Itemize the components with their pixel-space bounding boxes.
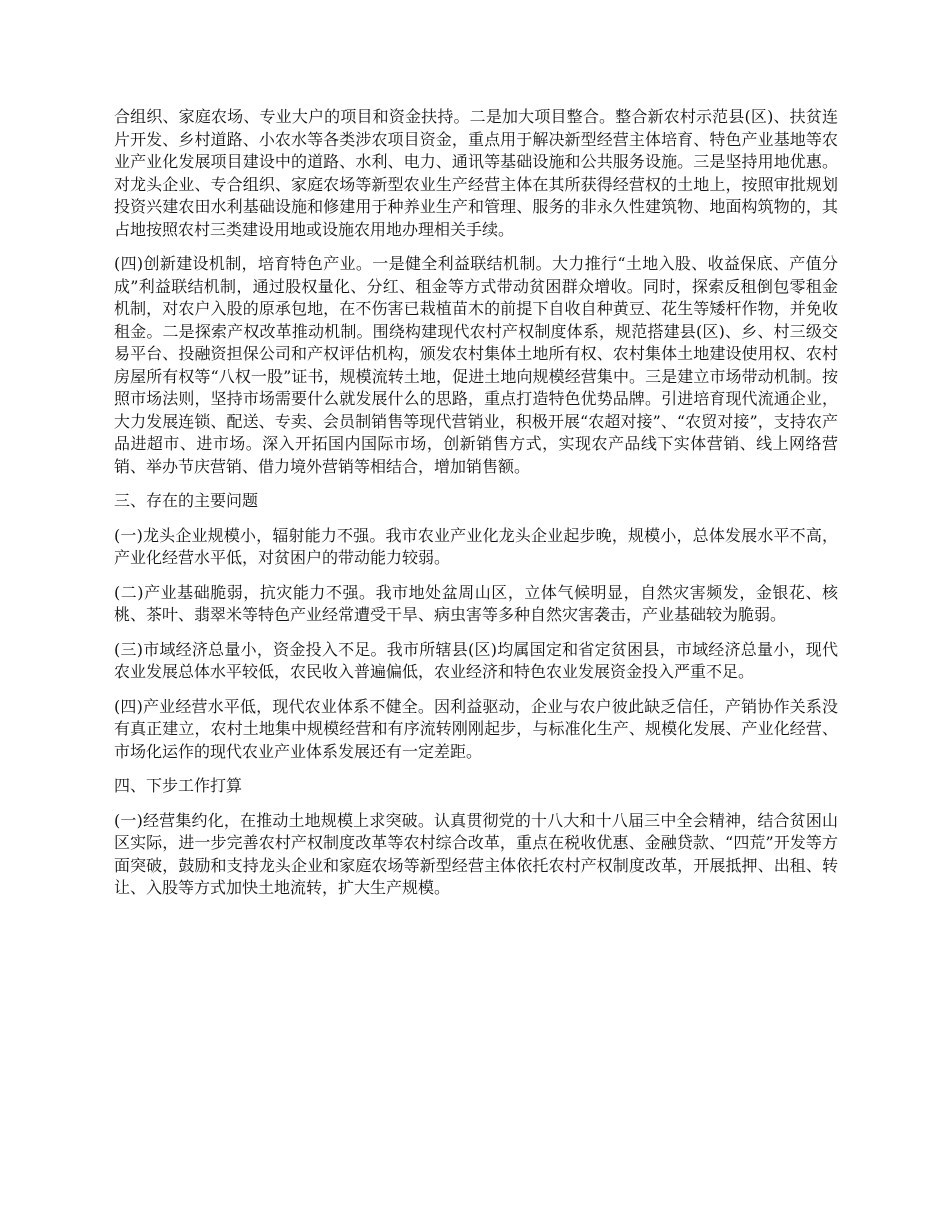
section-heading-main-problems: 三、存在的主要问题 — [114, 491, 259, 510]
paragraph-policy-support: 合组织、家庭农场、专业大户的项目和资金扶持。二是加大项目整合。整合新农村示范县(区)、扶贫连片开发、乡村道路、小农水等各类涉农项目资金，重点用于解决新型经营主体培育、特色产业基地等农业产业化发展项目建设中的道路、水利、电力、通讯等基础设施和公共服务设施。三是坚持用地优惠。对龙头企业、专合组织、家庭农场等新型农业生产经营主体在其所获得经营权的土地上，按照审批规划投资兴建农田水利基础设施和修建用于种养业生产和管理、服务的非永久性建筑物、地面构筑物的，其占地按照农村三类建设用地或设施农用地办理相关手续。 — [114, 107, 838, 239]
paragraph-plan-1: (一)经营集约化，在推动土地规模上求突破。认真贯彻党的十八大和十八届三中全会精神，结合贫困山区实际，进一步完善农村产权制度改革等农村综合改革，重点在税收优惠、金融贷款、“四荒”开发等方面突破，鼓励和支持龙头企业和家庭农场等新型经营主体依托农村产权制度改革，开展抵押、出租、转让、入股等方式加快土地流转，扩大生产规模。 — [114, 810, 838, 897]
paragraph-problem-1: (一)龙头企业规模小，辐射能力不强。我市农业产业化龙头企业起步晚，规模小，总体发展水平不高，产业化经营水平低，对贫困户的带动能力较弱。 — [114, 525, 838, 567]
paragraph-problem-2: (二)产业基础脆弱，抗灾能力不强。我市地处盆周山区，立体气候明显，自然灾害频发，金银花、核桃、茶叶、翡翠米等特色产业经常遭受干旱、病虫害等多种自然灾害袭击，产业基础较为脆弱。 — [114, 582, 838, 624]
document-body — [114, 106, 838, 912]
paragraph-innovation-mechanism: (四)创新建设机制，培育特色产业。一是健全利益联结机制。大力推行“土地入股、收益保底、产值分成”利益联结机制，通过股权量化、分红、租金等方式带动贫困群众增收。同时，探索反租倒包零租金机制，对农户入股的原承包地，在不伤害已栽植苗木的前提下自收自种黄豆、花生等矮杆作物，并免收租金。二是探索产权改革推动机制。围绕构建现代农村产权制度体系，规范搭建县(区)、乡、村三级交易平台、投融资担保公司和产权评估机构，颁发农村集体土地所有权、农村集体土地建设使用权、农村房屋所有权等“八权一股”证书，规模流转土地，促进土地向规模经营集中。三是建立市场带动机制。按照市场法则，坚持市场需要什么就发展什么的思路，重点打造特色优势品牌。引进培育现代流通企业，大力发展连锁、配送、专卖、会员制销售等现代营销业，积极开展“农超对接”、“农贸对接”，支持农产品进超市、进市场。深入开拓国内国际市场，创新销售方式，实现农产品线下实体营销、线上网络营销、举办节庆营销、借力境外营销等相结合，增加销售额。 — [114, 254, 838, 476]
section-heading-next-steps: 四、下步工作打算 — [114, 776, 243, 795]
paragraph-problem-4: (四)产业经营水平低，现代农业体系不健全。因利益驱动，企业与农户彼此缺乏信任，产销协作关系没有真正建立，农村土地集中规模经营和有序流转刚刚起步，与标准化生产、规模化发展、产业化经营、市场化运作的现代农业产业体系发展还有一定差距。 — [114, 696, 838, 761]
paragraph-problem-3: (三)市域经济总量小，资金投入不足。我市所辖县(区)均属国定和省定贫困县，市域经济总量小，现代农业发展总体水平较低，农民收入普遍偏低，农业经济和特色农业发展资金投入严重不足。 — [114, 639, 838, 681]
